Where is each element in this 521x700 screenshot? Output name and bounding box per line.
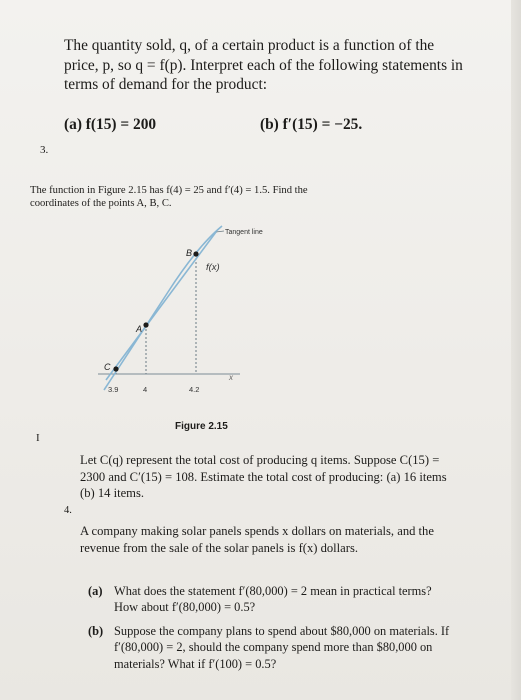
margin-mark: I bbox=[36, 432, 40, 444]
tick-label-4: 4 bbox=[143, 385, 148, 394]
point-label-a: A bbox=[136, 324, 143, 334]
point-label-c: C bbox=[104, 362, 111, 372]
tangent-label: Tangent line bbox=[225, 229, 263, 236]
tick-label-3-9: 3.9 bbox=[108, 385, 119, 394]
point-b bbox=[193, 251, 198, 256]
page-edge-shadow bbox=[511, 0, 521, 700]
item-b: (b) f′(15) = −25. bbox=[260, 116, 363, 133]
problem-intro-text: The quantity sold, q, of a certain product is a function of the price, p, so q = f(p). Interpret each of the following statements in terms of demand for the product: bbox=[64, 37, 463, 93]
solar-item-b-text: Suppose the company plans to spend about $80,000 on materials. If f′(80,000) = 2, should the company spend more than $80,000 on materials? What if f′(100) = 0.5? bbox=[114, 624, 450, 671]
solar-item-a-text: What does the statement f′(80,000) = 2 mean in practical terms? How about f′(80,000) = 0.5? bbox=[114, 584, 432, 615]
x-axis-label: x bbox=[229, 373, 233, 382]
solar-item-b bbox=[88, 623, 450, 672]
figure-problem-text: The function in Figure 2.15 has f(4) = 25 and f′(4) = 1.5. Find the coordinates of the points A, B, C. bbox=[30, 185, 308, 209]
problem-number-4: 4. bbox=[64, 505, 72, 516]
problem-number-3: 3. bbox=[40, 144, 49, 156]
point-c bbox=[113, 366, 118, 371]
solar-item-a bbox=[88, 583, 450, 616]
item-a: (a) f(15) = 200 bbox=[64, 116, 157, 133]
point-a bbox=[143, 322, 148, 327]
cost-problem-text: Let C(q) represent the total cost of producing q items. Suppose C(15) = 2300 and C′(15) = 108. Estimate the total cost of producing: (a) 16 items (b) 14 items. bbox=[80, 453, 447, 500]
tick-label-4-2: 4.2 bbox=[189, 385, 200, 394]
function-label: f(x) bbox=[206, 262, 220, 273]
solar-item-b-label: (b) bbox=[88, 624, 104, 638]
figure-svg bbox=[0, 220, 300, 420]
solar-item-a-label: (a) bbox=[88, 584, 103, 598]
point-label-b: B bbox=[186, 248, 193, 258]
solar-problem-text: A company making solar panels spends x dollars on materials, and the revenue from the sale of the solar panels is f(x) dollars. bbox=[80, 524, 434, 555]
figure-2-15 bbox=[0, 220, 300, 425]
figure-caption: Figure 2.15 bbox=[175, 421, 228, 432]
tangent-line bbox=[106, 232, 216, 380]
function-curve bbox=[104, 226, 222, 390]
